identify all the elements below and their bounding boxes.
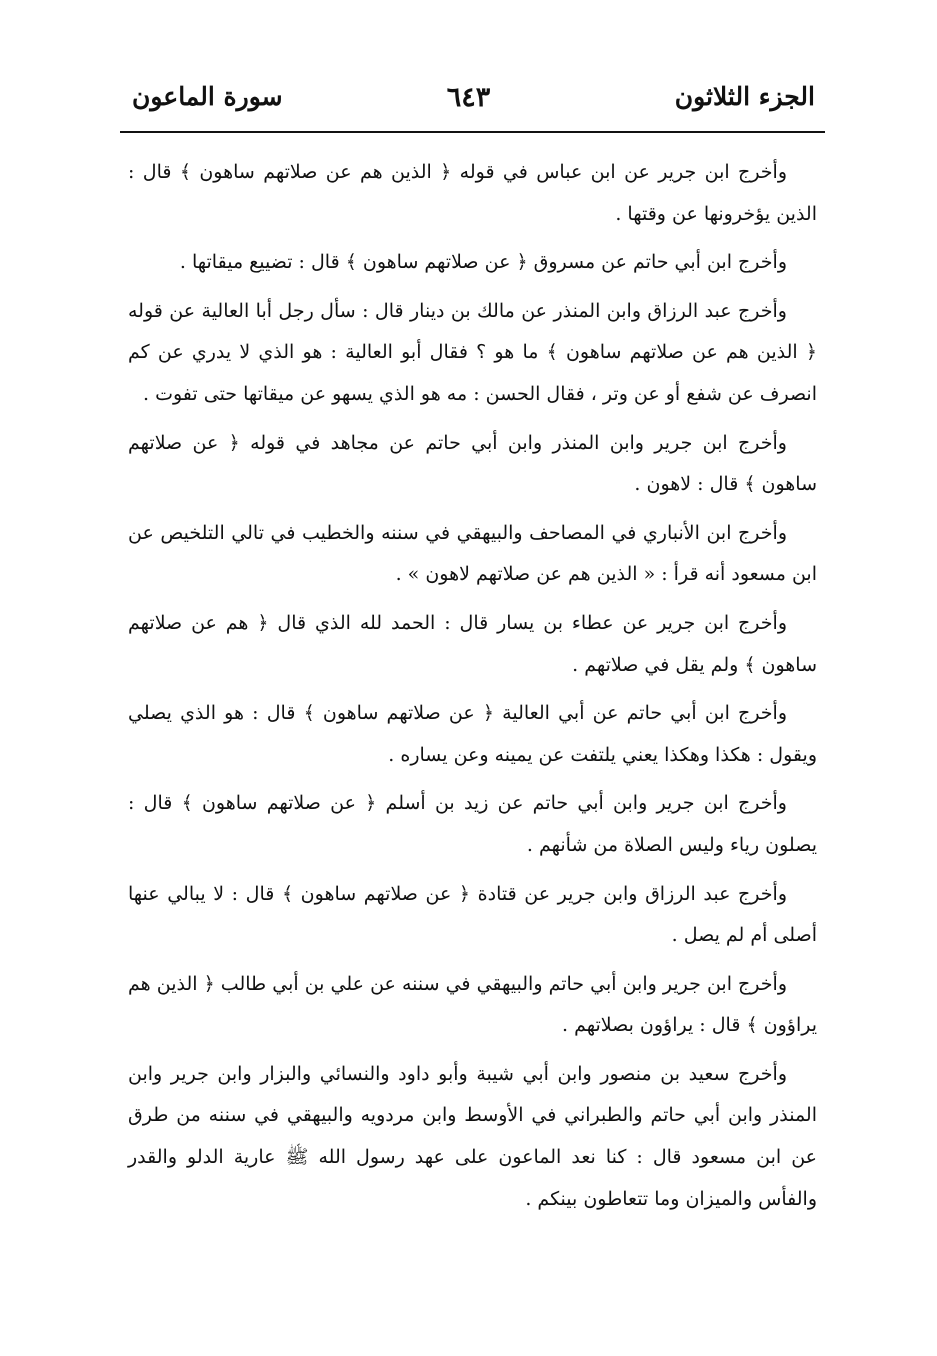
paragraph: وأخرج عبد الرزاق وابن المنذر عن مالك بن دينار قال : سأل رجل أبا العالية عن قوله ﴿ الذين هم عن صلاتهم ساهون ﴾ ما هو ؟ فقال أبو العالية : هو الذي لا يدري عن كم انصرف عن شفع أو عن وتر ، فقال الحسن : مه هو الذي يسهو عن ميقاتها حتى تفوت .	[128, 299, 817, 405]
paragraph: وأخرج ابن أبي حاتم عن مسروق ﴿ عن صلاتهم ساهون ﴾ قال : تضييع ميقاتها .	[179, 251, 787, 274]
page-header	[122, 80, 815, 120]
paragraph: وأخرج ابن جرير وابن أبي حاتم عن زيد بن أسلم ﴿ عن صلاتهم ساهون ﴾ قال : يصلون رياء وليس الصلاة من شأنهم .	[128, 792, 817, 856]
paragraph: وأخرج ابن جرير وابن المنذر وابن أبي حاتم عن مجاهد في قوله ﴿ عن صلاتهم ساهون ﴾ قال : لاهون .	[128, 431, 817, 496]
part-title: الجزء الثلاثون	[674, 82, 815, 111]
paragraph: وأخرج ابن جرير عن عطاء بن يسار قال : الحمد لله الذي قال ﴿ هم عن صلاتهم ساهون ﴾ ولم يقل في صلاتهم .	[128, 611, 817, 676]
page-body	[128, 152, 817, 1227]
surah-title: سورة الماعون	[132, 82, 283, 111]
paragraph: وأخرج ابن جرير عن ابن عباس في قوله ﴿ الذين هم عن صلاتهم ساهون ﴾ قال : الذين يؤخرونها عن وقتها .	[128, 161, 817, 225]
paragraph: وأخرج ابن الأنباري في المصاحف والبيهقي في سننه والخطيب في تالي التلخيص عن ابن مسعود أنه قرأ : « الذين هم عن صلاتهم لاهون » .	[128, 521, 817, 586]
paragraph: وأخرج عبد الرزاق وابن جرير عن قتادة ﴿ عن صلاتهم ساهون ﴾ قال : لا يبالي عنها أصلى أم لم يصل .	[128, 882, 817, 947]
header-divider	[120, 131, 825, 133]
page-number: ٦٤٣	[446, 82, 491, 113]
paragraph: وأخرج ابن أبي حاتم عن أبي العالية ﴿ عن صلاتهم ساهون ﴾ قال : هو الذي يصلي ويقول : هكذا وهكذا يعني يلتفت عن يمينه وعن يساره .	[128, 702, 817, 766]
paragraph: وأخرج سعيد بن منصور وابن أبي شيبة وأبو داود والنسائي والبزار وابن جرير وابن المنذر وابن أبي حاتم والطبراني في الأوسط وابن مردويه والبيهقي في سننه من طرق عن ابن مسعود قال : كنا نعد الماعون على عهد رسول الله ﷺ عارية الدلو والقدر والفأس والميزان وما تتعاطون بينكم .	[128, 1062, 817, 1210]
paragraph: وأخرج ابن جرير وابن أبي حاتم والبيهقي في سننه عن علي بن أبي طالب ﴿ الذين هم يراؤون ﴾ قال : يراؤون بصلاتهم .	[128, 972, 817, 1037]
